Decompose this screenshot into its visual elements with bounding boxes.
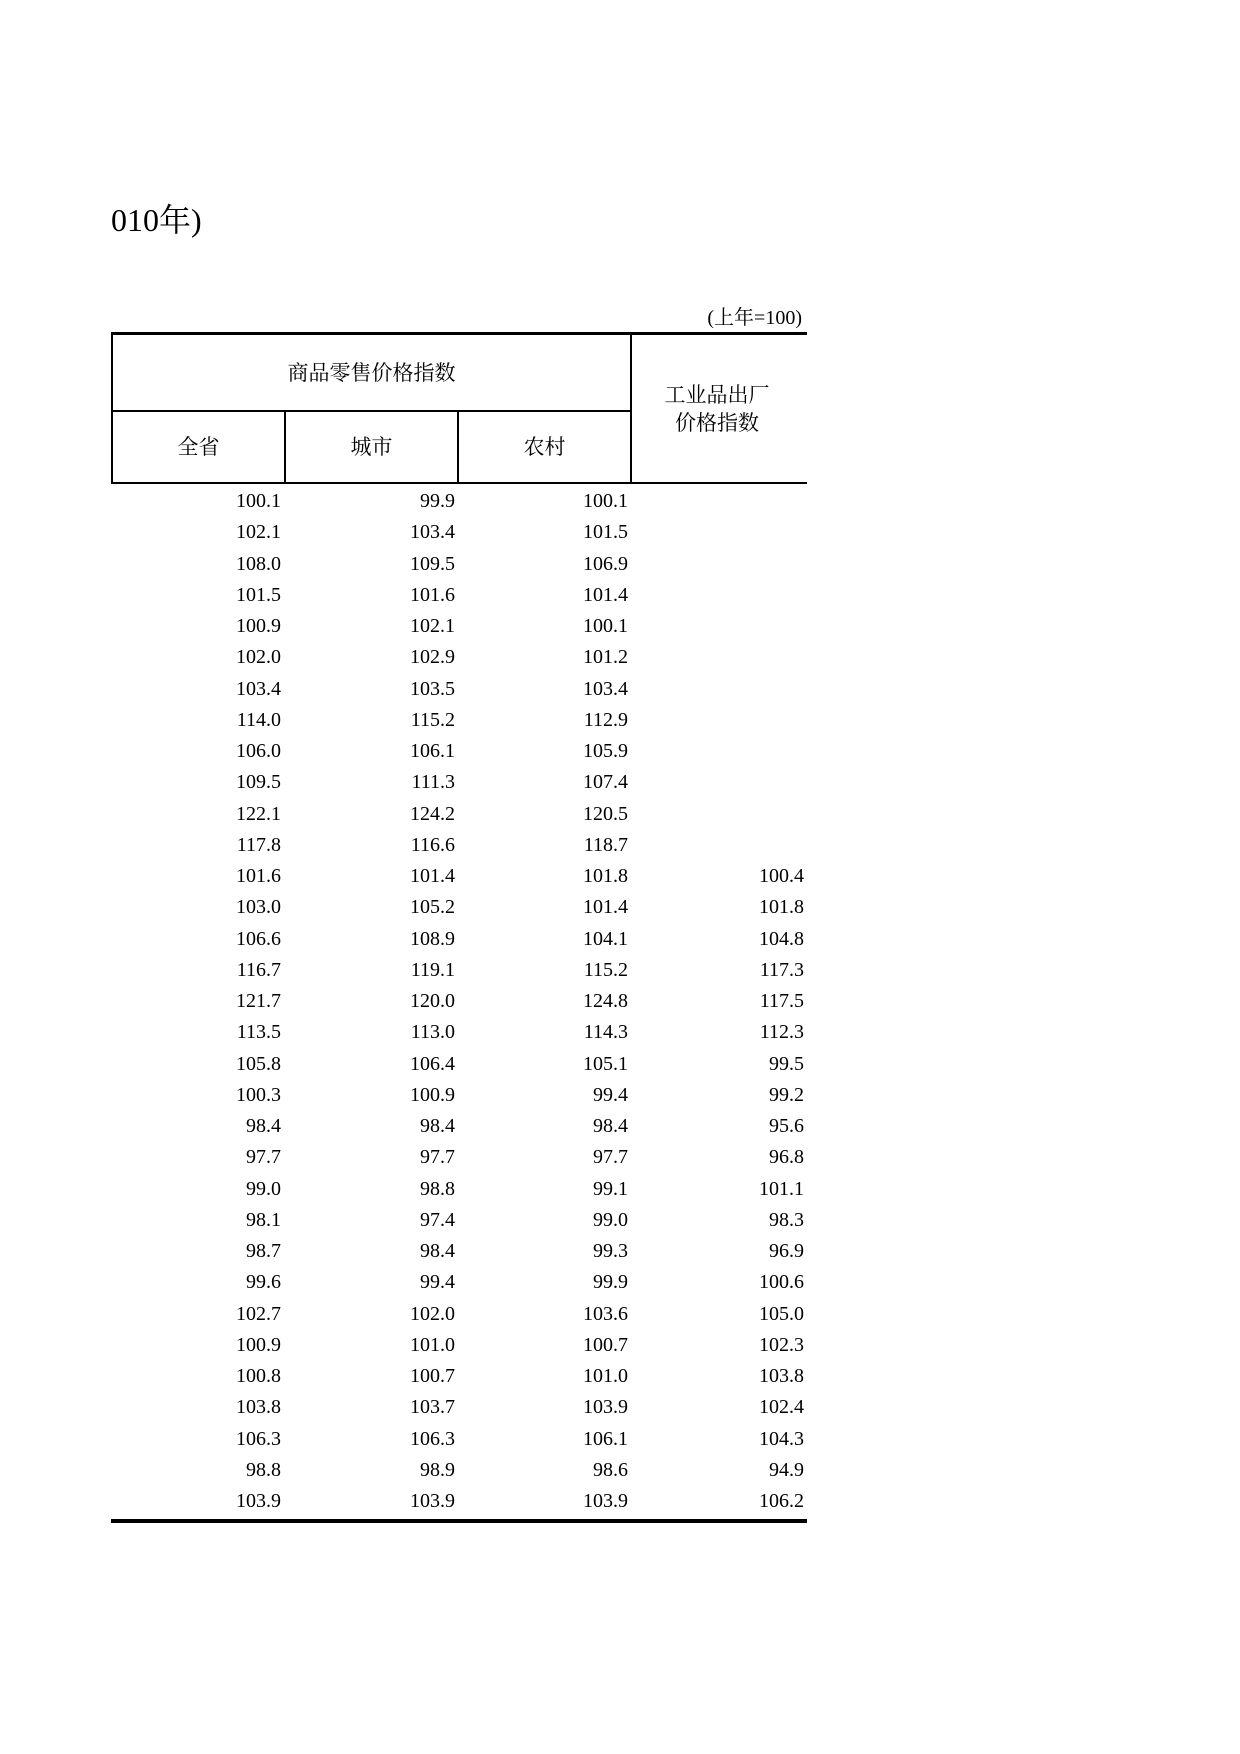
table-body <box>111 486 807 1517</box>
cell-province: 106.0 <box>236 740 281 762</box>
cell-industrial-ppi: 106.2 <box>759 1490 804 1512</box>
table-row <box>111 830 807 861</box>
cell-rural: 97.7 <box>593 1146 628 1169</box>
cell-industrial-ppi <box>632 799 804 830</box>
cell-city: 102.9 <box>410 646 455 669</box>
cell-rural: 100.1 <box>583 490 628 512</box>
cell-rural: 103.9 <box>583 1490 628 1512</box>
cell-rural: 118.7 <box>583 833 628 856</box>
cell-rural: 101.0 <box>583 1365 628 1387</box>
cell-rural: 101.8 <box>583 865 628 887</box>
cell-industrial-ppi: 102.4 <box>759 1396 804 1419</box>
cell-rural: 112.9 <box>583 708 628 731</box>
cell-industrial-ppi: 95.6 <box>769 1115 804 1137</box>
cell-province: 98.8 <box>246 1458 281 1481</box>
cell-city: 108.9 <box>410 927 455 950</box>
table-row <box>111 986 807 1017</box>
cell-province: 114.0 <box>236 708 281 731</box>
cell-industrial-ppi: 98.3 <box>769 1208 804 1231</box>
cell-city: 120.0 <box>410 990 455 1012</box>
cell-province: 99.0 <box>246 1177 281 1200</box>
table-row <box>111 705 807 736</box>
cell-city: 97.4 <box>420 1208 455 1231</box>
cell-province: 102.7 <box>236 1302 281 1325</box>
cell-city: 119.1 <box>410 958 455 981</box>
cell-rural: 99.3 <box>593 1240 628 1262</box>
cell-city: 111.3 <box>411 771 455 794</box>
cell-rural: 99.4 <box>593 1083 628 1106</box>
cell-rural: 99.1 <box>593 1177 628 1200</box>
cell-rural: 99.9 <box>593 1271 628 1294</box>
cell-industrial-ppi: 94.9 <box>769 1458 804 1481</box>
cell-industrial-ppi: 99.2 <box>769 1083 804 1106</box>
table-row <box>111 580 807 611</box>
cell-industrial-ppi: 105.0 <box>759 1302 804 1325</box>
unit-note: (上年=100) <box>707 307 802 329</box>
cell-rural: 114.3 <box>583 1021 628 1044</box>
cell-province: 106.3 <box>236 1427 281 1450</box>
cell-industrial-ppi <box>632 642 804 673</box>
cell-city: 101.4 <box>410 865 455 887</box>
cell-rural: 99.0 <box>593 1208 628 1231</box>
cell-province: 101.5 <box>236 583 281 606</box>
cell-province: 100.8 <box>236 1365 281 1387</box>
cell-industrial-ppi <box>632 549 804 580</box>
cell-industrial-ppi <box>632 767 804 798</box>
table-row <box>111 799 807 830</box>
cell-rural: 101.5 <box>583 521 628 544</box>
table-row <box>111 767 807 798</box>
table-row <box>111 1361 807 1392</box>
cell-industrial-ppi <box>632 611 804 642</box>
cell-industrial-ppi: 100.6 <box>759 1271 804 1294</box>
table-row <box>111 892 807 923</box>
cell-rural: 103.4 <box>583 677 628 700</box>
header-left-border <box>111 334 113 484</box>
cell-industrial-ppi <box>632 736 804 767</box>
cell-city: 100.9 <box>410 1083 455 1106</box>
table-row <box>111 486 807 517</box>
cell-rural: 124.8 <box>583 990 628 1012</box>
cell-province: 99.6 <box>246 1271 281 1294</box>
cell-province: 100.1 <box>236 490 281 512</box>
cell-rural: 101.4 <box>583 583 628 606</box>
cell-city: 105.2 <box>410 896 455 919</box>
cell-city: 99.4 <box>420 1271 455 1294</box>
table-row <box>111 674 807 705</box>
cell-rural: 98.4 <box>593 1115 628 1137</box>
table-row <box>111 1424 807 1455</box>
column-header-rural: 农村 <box>523 435 566 459</box>
cell-rural: 106.1 <box>583 1427 628 1450</box>
cell-city: 100.7 <box>410 1365 455 1387</box>
cell-province: 113.5 <box>236 1021 281 1044</box>
cell-city: 98.9 <box>420 1458 455 1481</box>
cell-city: 124.2 <box>410 802 455 825</box>
cell-rural: 101.2 <box>583 646 628 669</box>
table-row <box>111 1080 807 1111</box>
cell-industrial-ppi <box>632 517 804 548</box>
column-header-province: 全省 <box>177 435 220 459</box>
table-row <box>111 1111 807 1142</box>
table-row <box>111 1330 807 1361</box>
cell-city: 109.5 <box>410 552 455 575</box>
table-row <box>111 1392 807 1423</box>
cell-province: 102.1 <box>236 521 281 544</box>
column-header-industrial-ppi <box>632 381 802 437</box>
table-row <box>111 611 807 642</box>
cell-industrial-ppi <box>632 705 804 736</box>
cell-province: 105.8 <box>236 1052 281 1075</box>
table-row <box>111 736 807 767</box>
cell-industrial-ppi: 117.5 <box>759 990 804 1012</box>
cell-city: 102.1 <box>410 615 455 637</box>
cell-province: 121.7 <box>236 990 281 1012</box>
cell-province: 98.1 <box>246 1208 281 1231</box>
cell-city: 115.2 <box>410 708 455 731</box>
cell-city: 103.4 <box>410 521 455 544</box>
cell-city: 103.7 <box>410 1396 455 1419</box>
cell-city: 103.9 <box>410 1490 455 1512</box>
cell-rural: 104.1 <box>583 927 628 950</box>
table-row <box>111 1299 807 1330</box>
cell-rural: 120.5 <box>583 802 628 825</box>
cell-industrial-ppi: 101.8 <box>759 896 804 919</box>
cell-rural: 115.2 <box>583 958 628 981</box>
cell-industrial-ppi: 96.9 <box>769 1240 804 1262</box>
cell-rural: 98.6 <box>593 1458 628 1481</box>
cell-industrial-ppi: 96.8 <box>769 1146 804 1169</box>
cell-rural: 103.9 <box>583 1396 628 1419</box>
cell-rural: 106.9 <box>583 552 628 575</box>
cell-city: 113.0 <box>410 1021 455 1044</box>
column-header-industrial-ppi-line2: 价格指数 <box>675 411 759 435</box>
cell-city: 106.3 <box>410 1427 455 1450</box>
table-row <box>111 861 807 892</box>
cell-industrial-ppi: 102.3 <box>759 1333 804 1356</box>
cell-rural: 103.6 <box>583 1302 628 1325</box>
header-bottom-rule <box>111 482 807 484</box>
cell-province: 116.7 <box>236 958 281 981</box>
cell-province: 108.0 <box>236 552 281 575</box>
table-row <box>111 1142 807 1173</box>
table-row <box>111 924 807 955</box>
cell-province: 100.9 <box>236 615 281 637</box>
cell-province: 103.8 <box>236 1396 281 1419</box>
table-top-rule <box>111 332 807 335</box>
cell-province: 103.4 <box>236 677 281 700</box>
cell-province: 109.5 <box>236 771 281 794</box>
cell-province: 102.0 <box>236 646 281 669</box>
cell-industrial-ppi: 101.1 <box>759 1177 804 1200</box>
group-header-underline <box>111 410 632 412</box>
cell-industrial-ppi: 103.8 <box>759 1365 804 1387</box>
cell-rural: 105.1 <box>583 1052 628 1075</box>
cell-rural: 100.1 <box>583 615 628 637</box>
cell-rural: 100.7 <box>583 1333 628 1356</box>
cell-city: 101.6 <box>410 583 455 606</box>
cell-city: 97.7 <box>420 1146 455 1169</box>
cell-industrial-ppi <box>632 486 804 517</box>
cell-province: 117.8 <box>236 833 281 856</box>
table-row <box>111 549 807 580</box>
cell-city: 98.4 <box>420 1240 455 1262</box>
cell-industrial-ppi: 104.8 <box>759 927 804 950</box>
group-header-retail-price-index: 商品零售价格指数 <box>287 361 456 385</box>
cell-industrial-ppi: 117.3 <box>759 958 804 981</box>
cell-province: 103.0 <box>236 896 281 919</box>
cell-province: 97.7 <box>246 1146 281 1169</box>
cell-rural: 105.9 <box>583 740 628 762</box>
column-header-city: 城市 <box>350 435 393 459</box>
cell-city: 116.6 <box>410 833 455 856</box>
cell-city: 101.0 <box>410 1333 455 1356</box>
cell-city: 98.8 <box>420 1177 455 1200</box>
table-row <box>111 1486 807 1517</box>
table-row <box>111 1049 807 1080</box>
cell-rural: 107.4 <box>583 771 628 794</box>
table-row <box>111 642 807 673</box>
cell-city: 102.0 <box>410 1302 455 1325</box>
column-header-industrial-ppi-line1: 工业品出厂 <box>664 383 770 407</box>
table-row <box>111 1017 807 1048</box>
cell-industrial-ppi <box>632 580 804 611</box>
cell-province: 100.9 <box>236 1333 281 1356</box>
cell-city: 99.9 <box>420 490 455 512</box>
page-title: 010年) <box>111 202 202 238</box>
cell-province: 101.6 <box>236 865 281 887</box>
table-row <box>111 1267 807 1298</box>
cell-industrial-ppi: 112.3 <box>759 1021 804 1044</box>
cell-province: 100.3 <box>236 1083 281 1106</box>
cell-city: 106.4 <box>410 1052 455 1075</box>
table-row <box>111 1174 807 1205</box>
cell-industrial-ppi: 100.4 <box>759 865 804 887</box>
cell-province: 122.1 <box>236 802 281 825</box>
cell-province: 98.4 <box>246 1115 281 1137</box>
cell-province: 103.9 <box>236 1490 281 1512</box>
table-row <box>111 1236 807 1267</box>
table-row <box>111 1455 807 1486</box>
cell-industrial-ppi: 104.3 <box>759 1427 804 1450</box>
cell-rural: 101.4 <box>583 896 628 919</box>
cell-city: 106.1 <box>410 740 455 762</box>
cell-industrial-ppi <box>632 674 804 705</box>
cell-province: 98.7 <box>246 1240 281 1262</box>
cell-city: 103.5 <box>410 677 455 700</box>
table-bottom-rule <box>111 1519 807 1523</box>
table-row <box>111 517 807 548</box>
cell-city: 98.4 <box>420 1115 455 1137</box>
cell-industrial-ppi: 99.5 <box>769 1052 804 1075</box>
cell-province: 106.6 <box>236 927 281 950</box>
table-row <box>111 955 807 986</box>
cell-industrial-ppi <box>632 830 804 861</box>
table-row <box>111 1205 807 1236</box>
